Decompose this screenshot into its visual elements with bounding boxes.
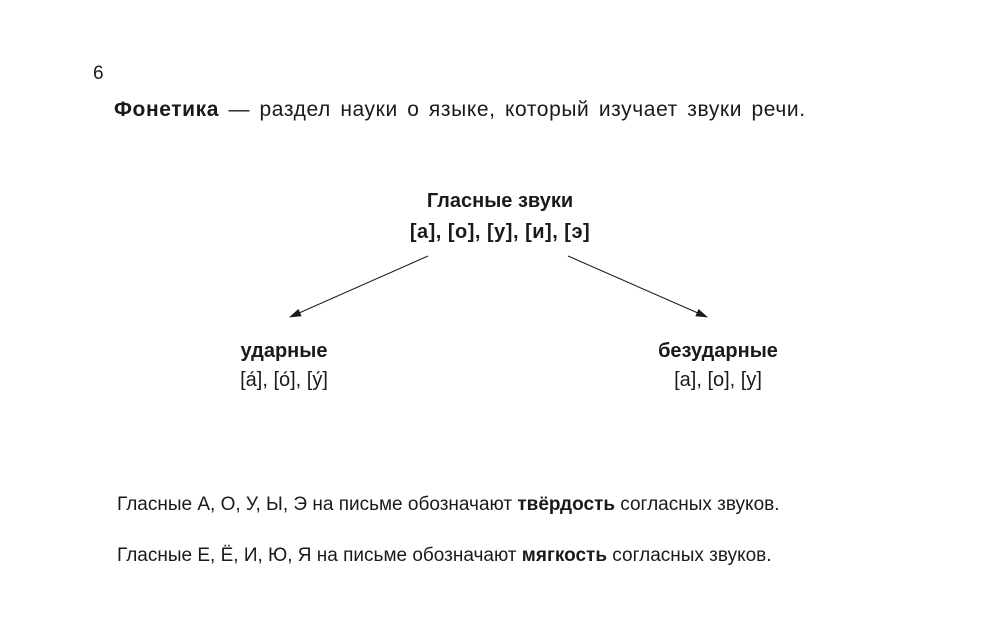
diagram-root-title: Гласные звуки: [426, 190, 574, 212]
definition-term: Фонетика: [114, 98, 220, 121]
rule-softness-bold: мягкость: [521, 545, 608, 566]
arrow-right: [568, 256, 707, 317]
branch-stressed-sounds: [а́], [о́], [у́]: [240, 369, 328, 391]
page-number: 6: [93, 63, 104, 84]
branch-stressed-title: ударные: [240, 340, 328, 362]
diagram-branch-stressed: [154, 340, 414, 392]
rule-hardness-after: согласных звуков.: [615, 494, 780, 515]
definition-text: — раздел науки о языке, который изучает звуки речи.: [219, 98, 806, 121]
definition: [114, 98, 894, 122]
rule-softness-after: согласных звуков.: [607, 545, 772, 566]
diagram-root-sounds: [а], [о], [у], [и], [э]: [409, 221, 591, 243]
rule-hardness: [117, 494, 780, 516]
branch-unstressed-sounds: [а], [о], [у]: [674, 369, 762, 391]
arrow-left: [290, 256, 428, 317]
rule-softness: [117, 545, 772, 567]
rule-hardness-before: Гласные А, О, У, Ы, Э на письме обозначают: [117, 494, 518, 515]
rule-softness-before: Гласные Е, Ё, И, Ю, Я на письме обозначают: [117, 545, 522, 566]
diagram-branch-unstressed: [588, 340, 848, 392]
rule-hardness-bold: твёрдость: [517, 494, 615, 515]
branch-unstressed-title: безударные: [658, 340, 778, 362]
